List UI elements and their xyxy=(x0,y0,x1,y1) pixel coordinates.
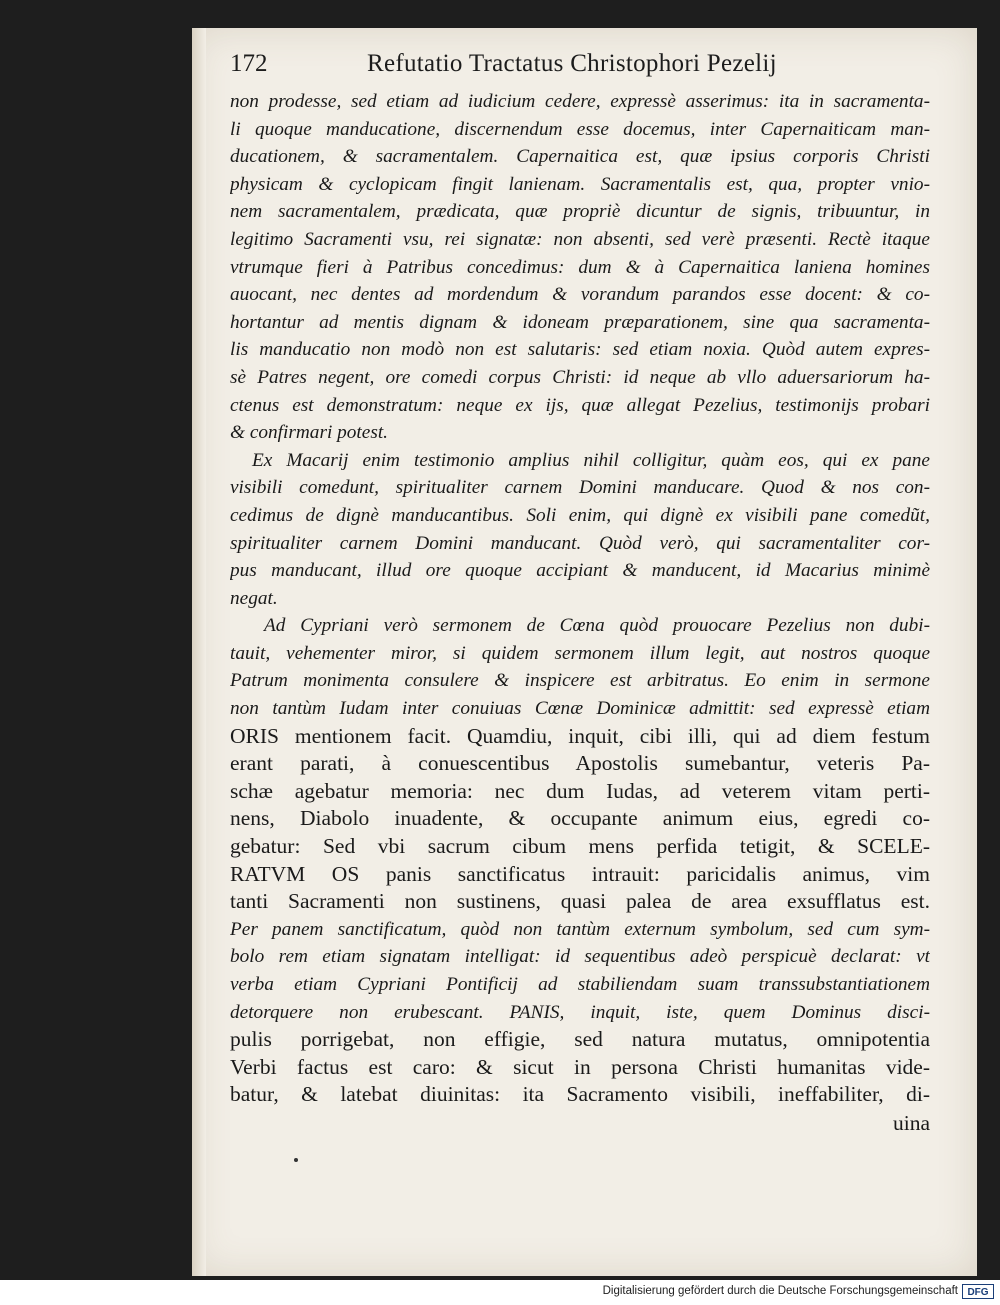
text-line: schæ agebatur memoria: nec dum Iudas, ad veterem vitam perti- xyxy=(230,778,930,803)
text-line: & confirmari potest. xyxy=(230,422,388,444)
text-line: non prodesse, sed etiam ad iudicium cedere, expressè asserimus: ita in sacramenta- xyxy=(230,91,930,112)
text-line: spiritualiter carnem Domini manducant. Quòd verò, qui sacramentaliter cor- xyxy=(230,532,930,554)
page-gutter-shadow xyxy=(192,28,206,1276)
footer-credit: Digitalisierung gefördert durch die Deutsche Forschungsgemeinschaft xyxy=(602,1285,958,1297)
text-line: verba etiam Cypriani Pontificij ad stabiliendam suam transsubstantiationem xyxy=(230,974,930,995)
book-page xyxy=(192,28,977,1276)
text-line: auocant, nec dentes ad mordendum & vorandum parandos esse docent: & co- xyxy=(230,284,930,306)
text-line: ctenus est demonstratum: neque ex ijs, quæ allegat Pezelius, testimonijs probari xyxy=(230,394,930,416)
text-line: nem sacramentalem, prædicata, quæ propriè dicuntur de signis, tribuuntur, in xyxy=(230,201,930,223)
text-line: negat. xyxy=(230,587,278,609)
text-line: batur, & latebat diuinitas: ita Sacramento visibili, ineffabiliter, di- xyxy=(230,1082,930,1107)
running-title: Refutatio Tractatus Christophori Pezelij xyxy=(367,50,777,77)
text-line: Ad Cypriani verò sermonem de Cœna quòd prouocare Pezelius non dubi- xyxy=(264,615,930,637)
running-head xyxy=(230,50,930,86)
text-line: tauit, vehementer miror, si quidem sermonem illum legit, aut nostros quoque xyxy=(230,642,930,664)
text-line: Per panem sanctificatum, quòd non tantùm externum symbolum, sed cum sym- xyxy=(230,918,930,940)
ink-speck xyxy=(294,1158,298,1162)
text-line: sè Patres negent, ore comedi corpus Christi: id neque ab vllo aduersariorum ha- xyxy=(230,366,930,388)
dfg-logo-icon: DFG xyxy=(962,1284,994,1299)
text-line: legitimo Sacramenti vsu, rei signatæ: non absenti, sed verè præsenti. Rectè itaque xyxy=(230,228,930,250)
text-line: cedimus de dignè manducantibus. Soli enim, qui dignè ex visibili pane comedũt, xyxy=(230,504,930,526)
text-line: gebatur: Sed vbi sacrum cibum mens perfida tetigit, & SCELE- xyxy=(230,834,930,859)
text-line: ducationem, & sacramentalem. Capernaitica est, quæ ipsius corporis Christi xyxy=(230,146,930,168)
text-line: hortantur ad mentis dignam & idoneam præparationem, sine qua sacramenta- xyxy=(230,311,930,333)
text-line: erant parati, à conuescentibus Apostolis sumebantur, veteris Pa- xyxy=(230,751,930,776)
text-line: Verbi factus est caro: & sicut in persona Christi humanitas vide- xyxy=(230,1054,930,1079)
text-line: Patrum monimenta consulere & inspicere est arbitratus. Eo enim in sermone xyxy=(230,670,930,692)
text-line: ORIS mentionem facit. Quamdiu, inquit, cibi illi, qui ad diem festum xyxy=(230,723,930,748)
text-line: tanti Sacramenti non sustinens, quasi palea de area exsufflatus est. xyxy=(230,889,930,914)
catchword: uina xyxy=(892,1111,930,1135)
text-line: vtrumque fieri à Patribus concedimus: dum & à Capernaitica laniena homines xyxy=(230,256,930,278)
text-line: RATVM OS panis sanctificatus intrauit: paricidalis animus, vim xyxy=(230,861,930,886)
text-line: pulis porrigebat, non effigie, sed natura mutatus, omnipotentia xyxy=(230,1027,930,1052)
text-line: non tantùm Iudam inter conuiuas Cœnæ Dominicæ admittit: sed expressè etiam xyxy=(230,698,930,720)
digitization-footer xyxy=(0,1280,1000,1305)
text-line: lis manducatio non modò non est salutaris: sed etiam noxia. Quòd autem expres- xyxy=(230,339,930,361)
text-block xyxy=(230,88,930,1109)
text-line: pus manducant, illud ore quoque accipiant & manducent, id Macarius minimè xyxy=(230,560,930,582)
text-line: physicam & cyclopicam fingit lanienam. Sacramentalis est, qua, propter vnio- xyxy=(230,173,930,195)
text-line: visibili comedunt, spiritualiter carnem Domini manducare. Quod & nos con- xyxy=(230,477,930,499)
text-line: li quoque manducatione, discernendum esse docemus, inter Capernaiticam man- xyxy=(230,118,930,140)
text-line: detorquere non erubescant. PANIS, inquit, iste, quem Dominus disci- xyxy=(230,1001,930,1023)
text-line: bolo rem etiam signatam intelligat: id sequentibus adeò perspicuè declarat: vt xyxy=(230,946,930,968)
page-number: 172 xyxy=(230,50,268,77)
text-line: nens, Diabolo inuadente, & occupante animum eius, egredi co- xyxy=(230,806,930,831)
text-line: Ex Macarij enim testimonio amplius nihil colligitur, quàm eos, qui ex pane xyxy=(252,449,930,471)
